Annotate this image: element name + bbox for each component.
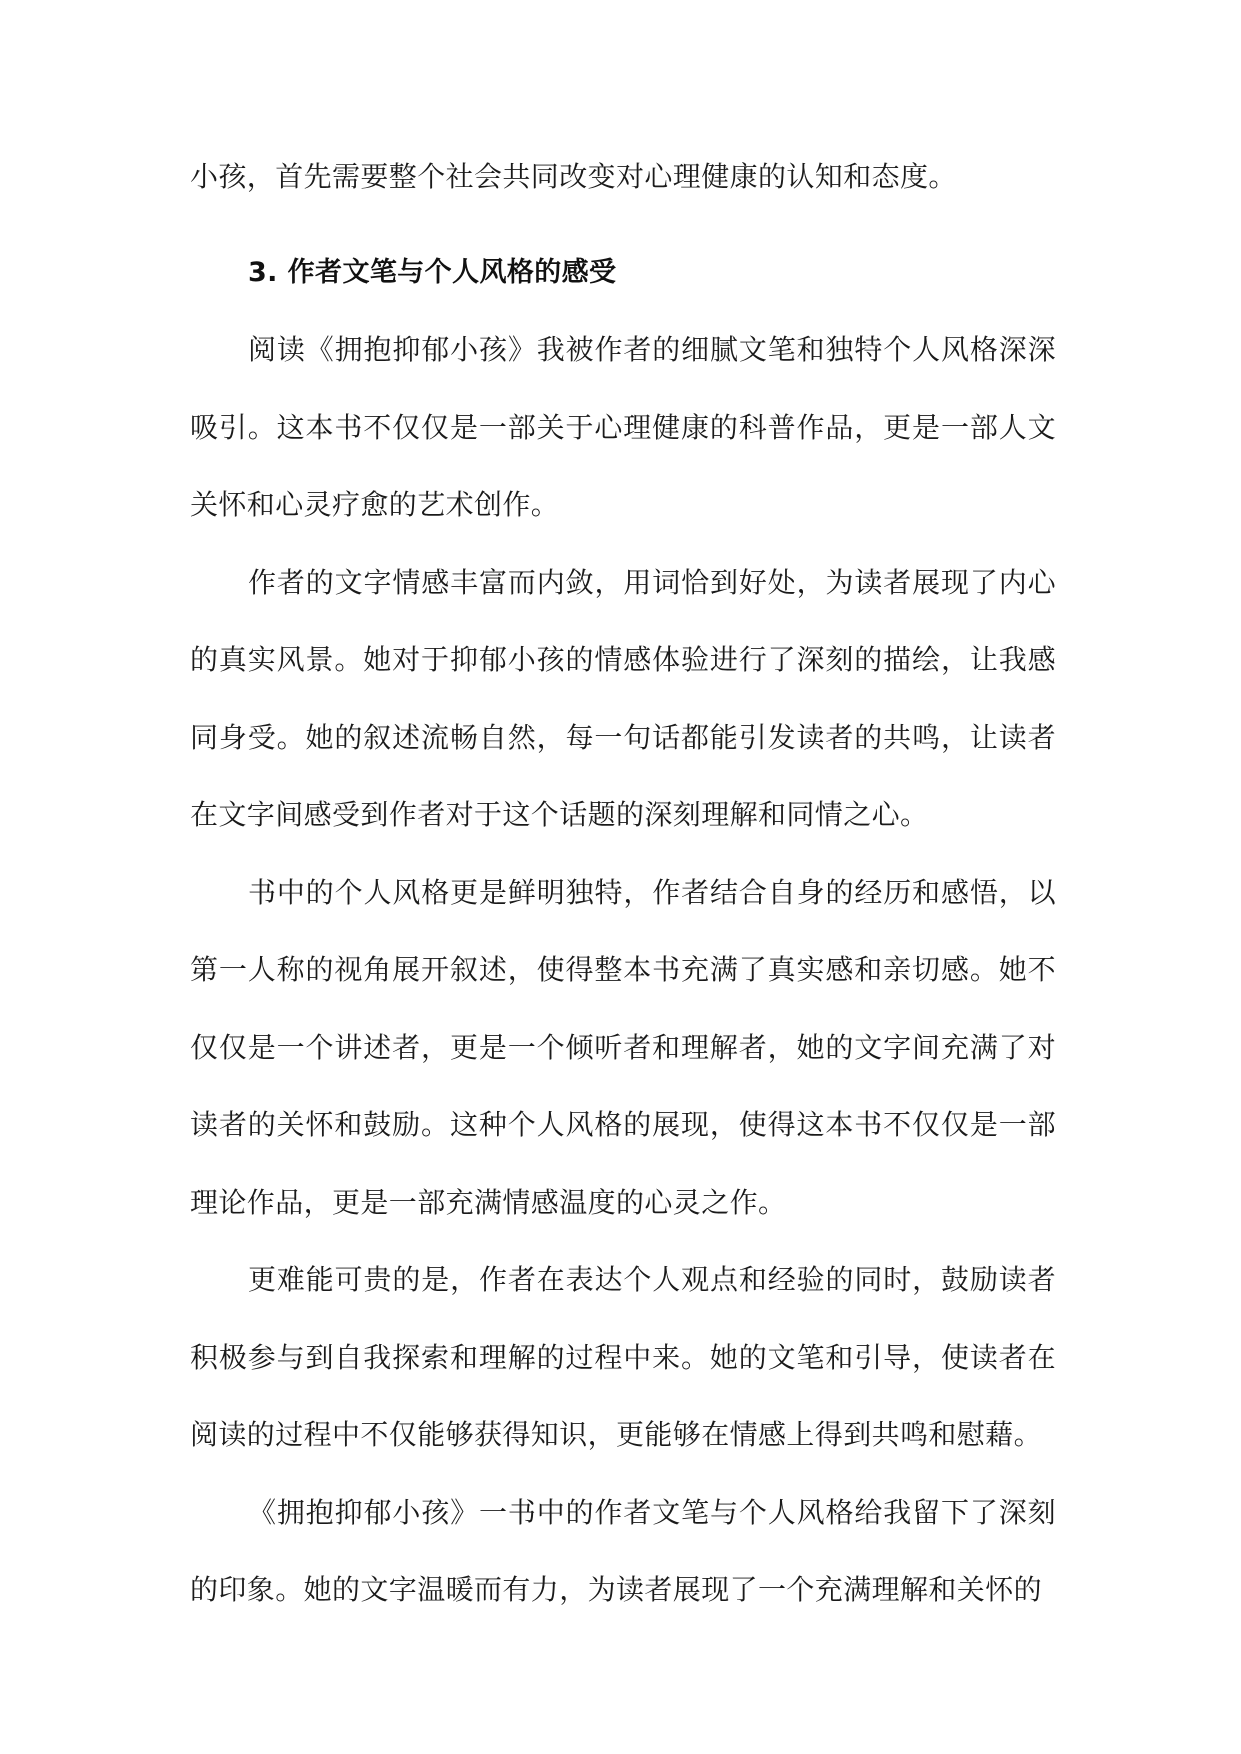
document-body bbox=[190, 138, 1056, 1629]
section-heading: 3. 作者文笔与个人风格的感受 bbox=[248, 256, 617, 288]
body-paragraph-3: 书中的个人风格更是鲜明独特，作者结合自身的经历和感悟，以第一人称的视角展开叙述，使得整本书充满了真实感和亲切感。她不仅仅是一个讲述者，更是一个倾听者和理解者，她的文字间充满了对读者的关怀和鼓励。这种个人风格的展现，使得这本书不仅仅是一部理论作品，更是一部充满情感温度的心灵之作。 bbox=[190, 875, 1056, 1219]
body-paragraph-2: 作者的文字情感丰富而内敛，用词恰到好处，为读者展现了内心的真实风景。她对于抑郁小孩的情感体验进行了深刻的描绘，让我感同身受。她的叙述流畅自然，每一句话都能引发读者的共鸣，让读者在文字间感受到作者对于这个话题的深刻理解和同情之心。 bbox=[190, 565, 1056, 831]
continuation-paragraph: 小孩，首先需要整个社会共同改变对心理健康的认知和态度。 bbox=[190, 160, 957, 193]
body-paragraph-5: 《拥抱抑郁小孩》一书中的作者文笔与个人风格给我留下了深刻的印象。她的文字温暖而有力，为读者展现了一个充满理解和关怀的 bbox=[190, 1495, 1056, 1606]
body-paragraph-1: 阅读《拥抱抑郁小孩》我被作者的细腻文笔和独特个人风格深深吸引。这本书不仅仅是一部关于心理健康的科普作品，更是一部人文关怀和心灵疗愈的艺术创作。 bbox=[190, 333, 1056, 521]
body-paragraph-4: 更难能可贵的是，作者在表达个人观点和经验的同时，鼓励读者积极参与到自我探索和理解的过程中来。她的文笔和引导，使读者在阅读的过程中不仅能够获得知识，更能够在情感上得到共鸣和慰藉。 bbox=[190, 1263, 1056, 1451]
